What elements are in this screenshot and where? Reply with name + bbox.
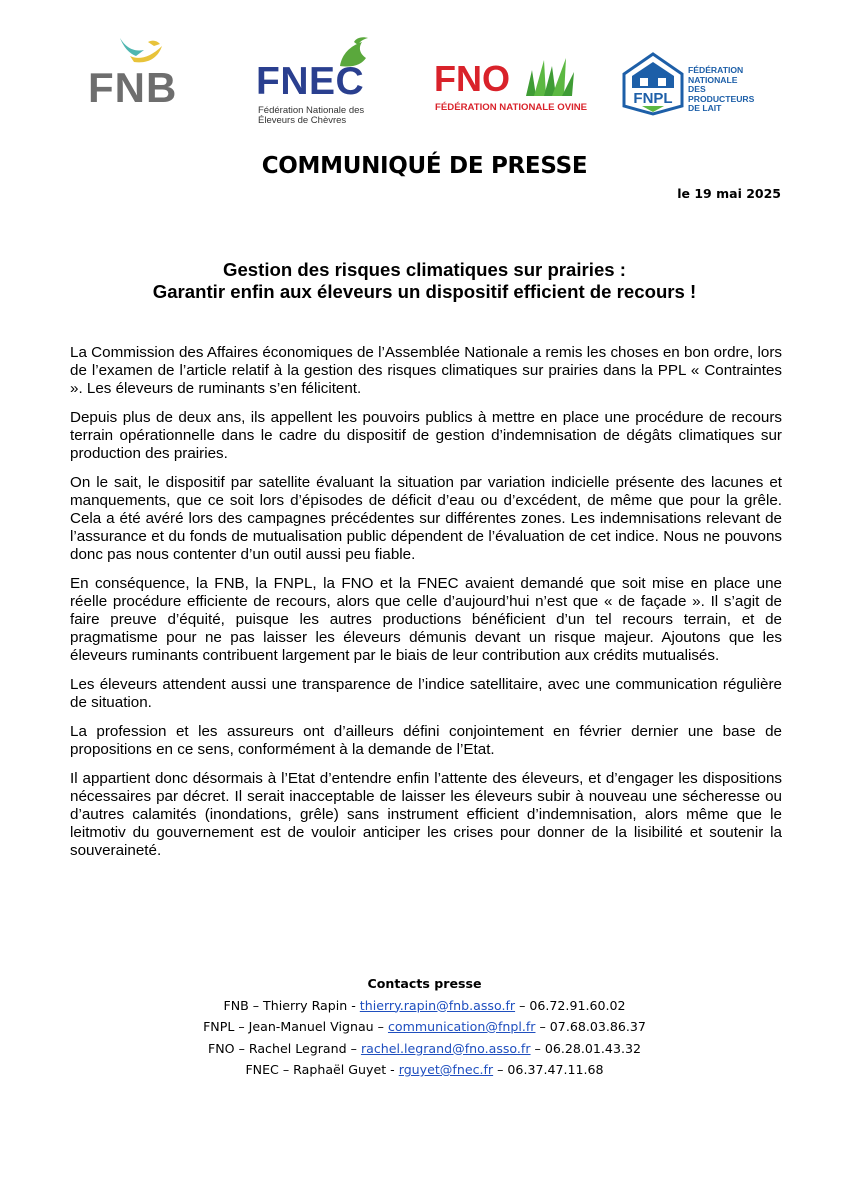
contact-phone: – 06.37.47.11.68 [493,1062,604,1077]
document-heading: COMMUNIQUÉ DE PRESSE [261,153,588,179]
body-paragraph: En conséquence, la FNB, la FNPL, la FNO et la FNEC avaient demandé que soit mise en place une réelle procédure efficiente de recours, alors que celle d’aujourd’hui n’est que « de façade ». Il s’agit de faire preuve d’équité, puisque les autres productions bénéficient d’un tel recours terrain, et de pragmatisme pour ne pas laisser les éleveurs démunis devant un risque majeur. Ajoutons que les éleveurs ruminants contribuent largement par le biais de leur contribution aux crédits mutualisés. [70,575,782,664]
document-date: le 19 mai 2025 [677,186,781,201]
contact-line [0,1038,849,1060]
contact-email-link[interactable]: rachel.legrand@fno.asso.fr [360,1040,531,1056]
fnec-logo-text: FNEC [256,60,365,103]
fno-logo-text: FNO [434,58,510,99]
press-contacts [0,973,849,1081]
body-paragraph: Depuis plus de deux ans, ils appellent les pouvoirs publics à mettre en place une procédure de recours terrain opérationnelle dans le cadre du dispositif de gestion d’indemnisation de dégâts climatiques sur production des prairies. [70,409,782,462]
fnb-logo [86,34,186,114]
contact-email-link[interactable]: communication@fnpl.fr [387,1019,536,1034]
contact-phone: – 06.72.91.60.02 [515,997,626,1013]
contacts-title: Contacts presse [367,976,482,991]
contact-line [0,995,849,1017]
contact-name: FNO – Rachel Legrand – [207,1040,361,1056]
fnec-logo [256,40,376,125]
grass-icon [522,56,576,96]
contact-name: FNEC – Raphaël Guyet - [245,1062,399,1077]
fno-logo-subtitle: FÉDÉRATION NATIONALE OVINE [435,102,588,113]
logos-row [0,30,849,125]
title-line-2: Garantir enfin aux éleveurs un dispositif efficient de recours ! [152,281,697,302]
fno-logo [434,54,588,119]
fnpl-logo-text: FNPL [633,90,673,107]
body-paragraph: La Commission des Affaires économiques de l’Assemblée Nationale a remis les choses en bon ordre, lors de l’examen de l’article relatif à la gestion des risques climatiques sur prairies dans la PPL « Contraintes ». Les éleveurs de ruminants s’en félicitent. [70,344,782,397]
contact-name: FNPL – Jean-Manuel Vignau – [203,1019,388,1034]
contact-line [0,1016,849,1038]
contact-line [0,1059,849,1081]
body-paragraph: Les éleveurs attendent aussi une transparence de l’indice satellitaire, avec une communication régulière de situation. [70,676,782,711]
contact-email-link[interactable]: thierry.rapin@fnb.asso.fr [359,997,516,1013]
contact-email-link[interactable]: rguyet@fnec.fr [398,1062,494,1077]
contact-phone: – 07.68.03.86.37 [535,1019,646,1034]
body-paragraph: On le sait, le dispositif par satellite évaluant la situation par variation indicielle présente des lacunes et manquements, que ce soit lors d’épisodes de déficit d’eau ou d’excédent, de même que pour la grêle. Cela a été avéré lors des campagnes précédentes sur différentes zones. Les indemnisations relevant de l’assurance et du fonds de mutualisation public dépendent de l’évaluation de cet indice. Nous ne pouvons donc pas nous contenter d’un outil aussi peu fiable. [70,474,782,563]
contact-phone: – 06.28.01.43.32 [530,1040,641,1056]
fnpl-logo [622,52,772,122]
body-paragraph: Il appartient donc désormais à l’Etat d’entendre enfin l’attente des éleveurs, et d’engager les dispositions nécessaires par décret. Il serait inacceptable de laisser les éleveurs subir à nouveau une sécheresse ou d’autres calamités (inondations, grêle) sans instrument efficient d’indemnisation, alors même que le leitmotiv du gouvernement est de vouloir anticiper les crises pour donner de la lisibilité et soutenir la souveraineté. [70,770,782,859]
fnpl-logo-subtitle: FÉDÉRATION NATIONALE DES PRODUCTEURS DE LAIT [688,65,755,114]
title-line-1: Gestion des risques climatiques sur prairies : [222,259,626,280]
fnec-logo-subtitle: Fédération Nationale des Éleveurs de Chèvres [258,105,365,126]
body-paragraph: La profession et les assureurs ont d’ailleurs défini conjointement en février dernier une base de propositions en ce sens, conformément à la demande de l’Etat. [70,723,782,758]
press-release-title [0,259,849,303]
contact-name: FNB – Thierry Rapin - [223,997,360,1013]
fnb-logo-text: FNB [88,64,178,111]
press-release-body [70,344,782,871]
